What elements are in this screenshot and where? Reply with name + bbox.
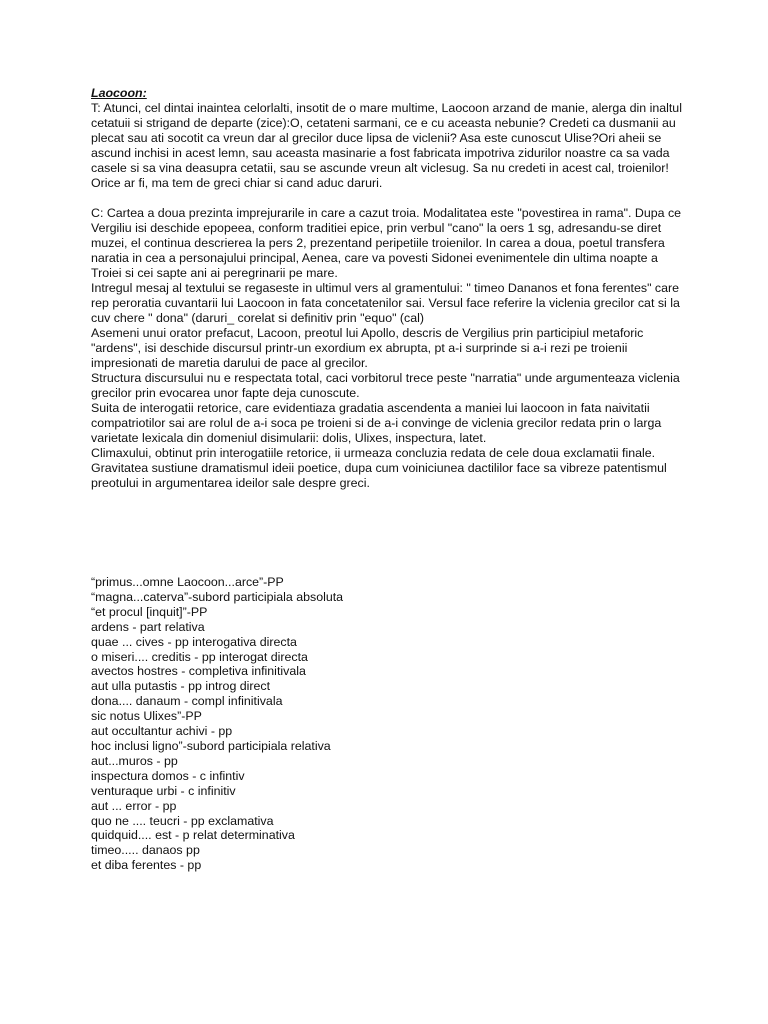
commentary-paragraph-orator: Asemeni unui orator prefacut, Lacoon, preotul lui Apollo, descris de Vergilius prin participiul metaforic "ardens", isi deschide discursul printr-un exordium ex abrupta, pt a-i surprinde si a-i rezi pe troienii impresionati de maretia darului de pace al grecilor. <box>91 326 644 370</box>
analysis-line: “magna...caterva”-subord participiala absoluta <box>91 589 344 604</box>
commentary-paragraph-structure: Structura discursului nu e respectata total, caci vorbitorul trece peste "narratia" unde argumenteaza viclenia grecilor prin evocarea unor fapte deja cunoscute. <box>91 371 680 400</box>
analysis-line: dona.... danaum - compl infinitivala <box>91 694 283 709</box>
analysis-line: aut ulla putastis - pp introg direct <box>91 679 271 694</box>
analysis-line: hoc inclusi ligno”-subord participiala relativa <box>91 738 331 753</box>
analysis-line: sic notus Ulixes”-PP <box>91 709 202 724</box>
analysis-line: venturaque urbi - c infinitiv <box>91 783 236 798</box>
analysis-line: timeo..... danaos pp <box>91 843 200 858</box>
commentary-paragraph-intro: C: Cartea a doua prezinta imprejurarile in care a cazut troia. Modalitatea este "povestirea in rama". Dupa ce Vergiliu isi deschide epopeea, conform traditiei epice, prin verbul "cano" la oers 1 sg, adresandu-se diret muzei, el continua descrierea la pers 2, prezentand peripetiile troienilor. In carea a doua, poetul transfera naratia in cea a personajului principal, Aenea, care va povesti Sidonei evenimentele din ultima noapte a Troiei si cei sapte ani ai peregrinarii pe mare. <box>91 206 682 280</box>
analysis-line: “et procul [inquit]”-PP <box>91 604 208 619</box>
analysis-line: avectos hostres - completiva infinitivala <box>91 664 306 679</box>
analysis-line: o miseri.... creditis - pp interogat directa <box>91 649 308 664</box>
commentary-paragraph-climax: Climaxului, obtinut prin interogatiile retorice, ii urmeaza concluzia redata de cele doua exclamatii finale. Gravitatea sustiune dramatismul ideii poetice, dupa cum voiniciunea dactililor face sa vibreze patentismul preotului in argumentarea ideilor sale despre greci. <box>91 446 667 490</box>
analysis-line: aut occultantur achivi - pp <box>91 724 233 739</box>
analysis-line: aut ... error - pp <box>91 798 177 813</box>
analysis-line: ardens - part relativa <box>91 619 205 634</box>
analysis-line: et diba ferentes - pp <box>91 858 202 873</box>
commentary-paragraph-message: Intregul mesaj al textului se regaseste in ultimul vers al gramentului: " timeo Dananos et fona ferentes" care rep peroratia cuvantarii lui Laocoon in fata concetatenilor sai. Versul face referire la viclenia grecilor cat si la cuv chere " dona" (daruri_ corelat si definitiv prin "equo" (cal) <box>91 281 680 325</box>
analysis-line: inspectura domos - c infintiv <box>91 768 245 783</box>
paragraph-spacer <box>91 191 687 206</box>
analysis-line: quae ... cives - pp interogativa directa <box>91 634 297 649</box>
syntactic-analysis-list <box>91 575 491 873</box>
analysis-line: aut...muros - pp <box>91 753 178 768</box>
document-title: Laocoon: <box>91 86 147 100</box>
analysis-line: quidquid.... est - p relat determinativa <box>91 828 295 843</box>
document-body <box>91 86 687 491</box>
translation-paragraph: T: Atunci, cel dintai inaintea celorlalti, insotit de o mare multime, Laocoon arzand de manie, alerga din inaltul cetatuii si strigand de departe (zice):O, cetateni sarmani, ce e cu aceasta nebunie? Credeti ca dusmanii au plecat sau ati socotit ca vreun dar al grecilor duce lipsa de viclenii? Asa este cunoscut Ulise?Ori aheii se ascund inchisi in acest lemn, sau aceasta masinarie a fost fabricata impotriva zidurilor noastre ca sa vada casele si sa vina deasupra cetatii, sau se ascunde vreun alt viclesug. Sa nu credeti in acest cal, troienilor! Orice ar fi, ma tem de greci chiar si cand aduc daruri. <box>91 101 682 190</box>
commentary-paragraph-questions: Suita de interogatii retorice, care evidentiaza gradatia ascendenta a maniei lui laocoon in fata naivitatii compatriotilor sai are rolul de a-i soca pe troieni si de a-i convinge de viclenia grecilor redata prin o larga varietate lexicala din domeniul disimularii: dolis, Ulixes, inspectura, latet. <box>91 401 662 445</box>
analysis-line: “primus...omne Laocoon...arce”-PP <box>91 575 284 589</box>
analysis-line: quo ne .... teucri - pp exclamativa <box>91 813 274 828</box>
